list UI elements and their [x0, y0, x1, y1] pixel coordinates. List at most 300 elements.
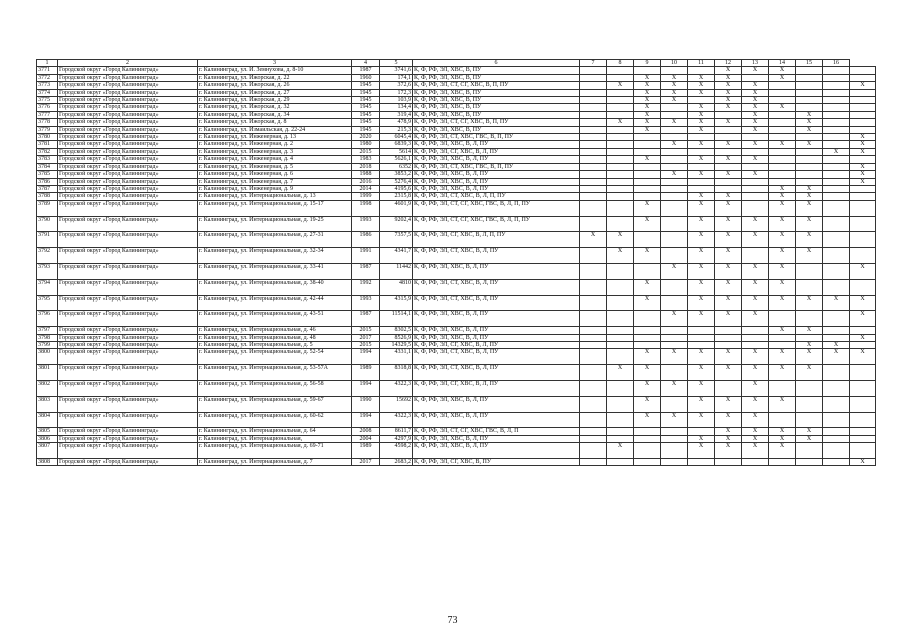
row-number-cell: 3807	[37, 443, 58, 459]
mark-cell	[580, 349, 607, 365]
table-row	[37, 163, 876, 170]
organization-cell: Городской округ «Город Калининград»	[58, 193, 198, 200]
mark-cell: X	[769, 141, 796, 148]
mark-cell	[769, 148, 796, 155]
mark-cell	[715, 327, 742, 334]
year-cell: 2017	[352, 334, 380, 341]
mark-cell	[769, 82, 796, 89]
mark-cell	[661, 435, 688, 442]
table-row	[37, 82, 876, 89]
mark-cell	[823, 74, 850, 81]
mark-cell	[634, 163, 661, 170]
address-cell: г. Калининград, ул. Ижорская, д. 32	[198, 104, 352, 111]
mark-cell	[634, 67, 661, 74]
mark-cell	[580, 396, 607, 412]
mark-cell: X	[742, 435, 769, 442]
column-number-header: 7	[580, 60, 607, 67]
mark-cell	[634, 232, 661, 248]
mark-cell	[769, 380, 796, 396]
mark-cell: X	[742, 349, 769, 365]
mark-cell	[715, 380, 742, 396]
mark-cell	[661, 458, 688, 465]
mark-cell	[607, 134, 634, 141]
mark-cell: X	[742, 67, 769, 74]
mark-cell: X	[715, 200, 742, 216]
mark-cell	[688, 327, 715, 334]
table-row	[37, 148, 876, 155]
column-number-header: 4	[352, 60, 380, 67]
mark-cell: X	[661, 412, 688, 428]
mark-cell: X	[688, 443, 715, 459]
table-row	[37, 279, 876, 295]
column-number-header: 2	[58, 60, 198, 67]
mark-cell: X	[850, 263, 876, 279]
mark-cell	[661, 295, 688, 311]
mark-cell: X	[850, 148, 876, 155]
mark-cell	[823, 396, 850, 412]
table-row	[37, 435, 876, 442]
services-cell: К, Ф, РФ, ЭЛ, ХВС, В, ПУ	[413, 67, 580, 74]
mark-cell	[742, 185, 769, 192]
mark-cell	[661, 67, 688, 74]
mark-cell: X	[688, 412, 715, 428]
mark-cell: X	[742, 263, 769, 279]
organization-cell: Городской округ «Город Калининград»	[58, 380, 198, 396]
mark-cell: X	[823, 148, 850, 155]
services-cell: К, Ф, РФ, ЭЛ, ХВС, В, ПУ	[413, 111, 580, 118]
services-cell: К, Ф, РФ, ЭЛ, СТ, СГ, ХВС, В, П, ПУ	[413, 82, 580, 89]
mark-cell	[661, 178, 688, 185]
services-cell: К, Ф, РФ, ЭЛ, ХВС, В, ПУ	[413, 126, 580, 133]
mark-cell: X	[742, 119, 769, 126]
mark-cell: X	[634, 279, 661, 295]
organization-cell: Городской округ «Город Калининград»	[58, 82, 198, 89]
mark-cell: X	[715, 82, 742, 89]
services-cell: К, Ф, РФ, ЭЛ, ХВС, В, ПУ	[413, 89, 580, 96]
area-cell: 4331,1	[380, 349, 413, 365]
mark-cell: X	[715, 396, 742, 412]
row-number-cell: 3780	[37, 134, 58, 141]
mark-cell: X	[742, 428, 769, 435]
table-row	[37, 443, 876, 459]
mark-cell: X	[715, 232, 742, 248]
mark-cell	[769, 163, 796, 170]
address-cell: г. Калининград, ул. Интернациональная, д. 69-71	[198, 443, 352, 459]
year-cell: 1960	[352, 74, 380, 81]
mark-cell	[607, 193, 634, 200]
table-row	[37, 141, 876, 148]
mark-cell: X	[742, 141, 769, 148]
mark-cell	[850, 119, 876, 126]
organization-cell: Городской округ «Город Калининград»	[58, 111, 198, 118]
mark-cell: X	[607, 443, 634, 459]
mark-cell	[742, 327, 769, 334]
mark-cell	[769, 334, 796, 341]
mark-cell	[661, 163, 688, 170]
mark-cell: X	[688, 365, 715, 381]
mark-cell	[823, 311, 850, 327]
table-row	[37, 89, 876, 96]
year-cell: 1989	[352, 443, 380, 459]
mark-cell	[823, 263, 850, 279]
mark-cell	[661, 341, 688, 348]
mark-cell	[796, 104, 823, 111]
area-cell: 4341,7	[380, 248, 413, 264]
mark-cell	[742, 134, 769, 141]
row-number-cell: 3773	[37, 82, 58, 89]
mark-cell: X	[715, 171, 742, 178]
mark-cell: X	[715, 74, 742, 81]
organization-cell: Городской округ «Город Калининград»	[58, 311, 198, 327]
services-cell: К, Ф, РФ, ЭЛ, ХВС, В, Л, ПУ	[413, 412, 580, 428]
mark-cell	[823, 178, 850, 185]
mark-cell	[634, 263, 661, 279]
mark-cell: X	[796, 216, 823, 232]
mark-cell: X	[634, 295, 661, 311]
mark-cell	[607, 156, 634, 163]
area-cell: 9202,4	[380, 216, 413, 232]
mark-cell: X	[715, 428, 742, 435]
table-row	[37, 193, 876, 200]
mark-cell	[607, 263, 634, 279]
mark-cell	[607, 279, 634, 295]
mark-cell: X	[634, 216, 661, 232]
mark-cell: X	[661, 349, 688, 365]
mark-cell: X	[688, 216, 715, 232]
mark-cell	[607, 412, 634, 428]
mark-cell	[580, 435, 607, 442]
mark-cell: X	[796, 341, 823, 348]
mark-cell	[823, 334, 850, 341]
mark-cell: X	[796, 200, 823, 216]
address-cell: г. Калининград, ул. Инженерная, д. 9	[198, 185, 352, 192]
mark-cell	[742, 163, 769, 170]
mark-cell: X	[715, 435, 742, 442]
mark-cell: X	[742, 365, 769, 381]
mark-cell	[715, 334, 742, 341]
area-cell: 7357,5	[380, 232, 413, 248]
row-number-cell: 3800	[37, 349, 58, 365]
mark-cell: X	[742, 396, 769, 412]
organization-cell: Городской округ «Город Калининград»	[58, 141, 198, 148]
mark-cell: X	[850, 295, 876, 311]
mark-cell: X	[769, 279, 796, 295]
organization-cell: Городской округ «Город Калининград»	[58, 216, 198, 232]
organization-cell: Городской округ «Город Калининград»	[58, 435, 198, 442]
mark-cell: X	[580, 232, 607, 248]
mark-cell: X	[688, 126, 715, 133]
mark-cell	[796, 74, 823, 81]
mark-cell	[823, 327, 850, 334]
mark-cell	[661, 126, 688, 133]
address-cell: г. Калининград, ул. Интернациональная, д. 5	[198, 341, 352, 348]
mark-cell: X	[715, 263, 742, 279]
mark-cell: X	[823, 295, 850, 311]
address-cell: г. Калининград, ул. Инженерная, д. 3	[198, 148, 352, 155]
mark-cell	[580, 263, 607, 279]
organization-cell: Городской округ «Город Калининград»	[58, 156, 198, 163]
row-number-cell: 3778	[37, 119, 58, 126]
year-cell: 2018	[352, 163, 380, 170]
organization-cell: Городской округ «Город Калининград»	[58, 200, 198, 216]
mark-cell	[688, 458, 715, 465]
mark-cell	[823, 200, 850, 216]
area-cell: 3853,2	[380, 171, 413, 178]
mark-cell	[823, 89, 850, 96]
address-cell: г. Калининград, ул. Интернациональная, д. 42-44	[198, 295, 352, 311]
mark-cell: X	[742, 295, 769, 311]
mark-cell	[661, 193, 688, 200]
address-cell: г. Калининград, ул. Интернациональная, д. 15-17	[198, 200, 352, 216]
organization-cell: Городской округ «Город Калининград»	[58, 104, 198, 111]
address-cell: г. Калининград, ул. Измаильская, д. 22-24	[198, 126, 352, 133]
area-cell: 4195,6	[380, 185, 413, 192]
mark-cell	[661, 104, 688, 111]
services-cell: К, Ф, РФ, ЭЛ, ХВС, В, Л, ПУ	[413, 171, 580, 178]
mark-cell: X	[769, 216, 796, 232]
services-cell: К, Ф, РФ, ЭЛ, ХВС, В, Л, ПУ	[413, 435, 580, 442]
mark-cell: X	[634, 156, 661, 163]
mark-cell	[850, 365, 876, 381]
mark-cell	[580, 104, 607, 111]
mark-cell	[580, 148, 607, 155]
table-row	[37, 412, 876, 428]
mark-cell	[796, 279, 823, 295]
mark-cell	[607, 458, 634, 465]
address-cell: г. Калининград, ул. Интернациональная, д. 32-34	[198, 248, 352, 264]
mark-cell: X	[688, 200, 715, 216]
table-row	[37, 380, 876, 396]
year-cell: 1987	[352, 67, 380, 74]
mark-cell	[580, 443, 607, 459]
mark-cell: X	[769, 428, 796, 435]
mark-cell	[580, 67, 607, 74]
mark-cell	[715, 111, 742, 118]
mark-cell	[688, 428, 715, 435]
mark-cell	[661, 134, 688, 141]
area-cell: 4315,9	[380, 295, 413, 311]
row-number-cell: 3803	[37, 396, 58, 412]
mark-cell	[580, 97, 607, 104]
services-cell: К, Ф, РФ, ЭЛ, СТ, ХВС, В, Л, ПУ	[413, 295, 580, 311]
area-cell: 8318,8	[380, 365, 413, 381]
mark-cell	[715, 341, 742, 348]
table-row	[37, 67, 876, 74]
row-number-cell: 3804	[37, 412, 58, 428]
organization-cell: Городской округ «Город Калининград»	[58, 295, 198, 311]
mark-cell: X	[742, 443, 769, 459]
mark-cell	[661, 365, 688, 381]
year-cell: 1945	[352, 89, 380, 96]
mark-cell: X	[715, 89, 742, 96]
mark-cell: X	[688, 263, 715, 279]
column-number-header: 12	[715, 60, 742, 67]
mark-cell	[850, 380, 876, 396]
mark-cell	[580, 119, 607, 126]
column-number-header: 5	[380, 60, 413, 67]
year-cell: 1945	[352, 126, 380, 133]
address-cell: г. Калининград, ул. Интернациональная, д. 52-54	[198, 349, 352, 365]
services-cell: К, Ф, РФ, ЭЛ, ХВС, В, ПУ	[413, 97, 580, 104]
mark-cell	[580, 216, 607, 232]
mark-cell	[742, 248, 769, 264]
mark-cell: X	[769, 74, 796, 81]
organization-cell: Городской округ «Город Калининград»	[58, 263, 198, 279]
mark-cell: X	[850, 178, 876, 185]
mark-cell: X	[850, 334, 876, 341]
services-cell: К, Ф, РФ, ЭЛ, ХВС, В, Л, ПУ	[413, 141, 580, 148]
mark-cell	[607, 311, 634, 327]
mark-cell: X	[796, 141, 823, 148]
mark-cell	[796, 263, 823, 279]
mark-cell: X	[688, 295, 715, 311]
year-cell: 1994	[352, 349, 380, 365]
organization-cell: Городской округ «Город Калининград»	[58, 349, 198, 365]
mark-cell: X	[688, 119, 715, 126]
area-cell: 5276,4	[380, 178, 413, 185]
mark-cell	[634, 178, 661, 185]
row-number-cell: 3776	[37, 104, 58, 111]
table-row	[37, 311, 876, 327]
mark-cell	[607, 178, 634, 185]
services-cell: К, Ф, РФ, ЭЛ, СТ, ХВС, В, Л, ПУ	[413, 349, 580, 365]
mark-cell	[688, 148, 715, 155]
address-cell: г. Калининград, ул. Инженерная, д. 13	[198, 134, 352, 141]
mark-cell	[823, 458, 850, 465]
mark-cell	[850, 185, 876, 192]
mark-cell: X	[715, 141, 742, 148]
mark-cell	[823, 126, 850, 133]
table-row	[37, 97, 876, 104]
mark-cell: X	[796, 295, 823, 311]
mark-cell: X	[715, 365, 742, 381]
address-cell: г. Калининград, ул. Ижорская, д. 34	[198, 111, 352, 118]
mark-cell: X	[850, 82, 876, 89]
organization-cell: Городской округ «Город Калининград»	[58, 412, 198, 428]
mark-cell	[823, 171, 850, 178]
services-cell: К, Ф, РФ, ЭЛ, ХВС, В, Л, ПУ	[413, 263, 580, 279]
year-cell: 1986	[352, 232, 380, 248]
mark-cell	[661, 185, 688, 192]
mark-cell	[661, 216, 688, 232]
column-number-header: 13	[742, 60, 769, 67]
mark-cell	[823, 193, 850, 200]
mark-cell: X	[796, 185, 823, 192]
mark-cell	[796, 334, 823, 341]
mark-cell: X	[823, 349, 850, 365]
mark-cell: X	[688, 82, 715, 89]
mark-cell: X	[796, 193, 823, 200]
mark-cell	[580, 200, 607, 216]
area-cell: 4322,3	[380, 412, 413, 428]
mark-cell	[634, 141, 661, 148]
mark-cell	[823, 82, 850, 89]
address-cell: г. Калининград, ул. Интернациональная, д. 27-31	[198, 232, 352, 248]
area-cell: 11442	[380, 263, 413, 279]
table-row	[37, 327, 876, 334]
mark-cell: X	[607, 232, 634, 248]
mark-cell	[580, 365, 607, 381]
mark-cell	[580, 279, 607, 295]
mark-cell	[769, 311, 796, 327]
mark-cell	[850, 279, 876, 295]
table-row	[37, 104, 876, 111]
mark-cell	[607, 141, 634, 148]
year-cell: 1990	[352, 396, 380, 412]
mark-cell	[580, 412, 607, 428]
mark-cell: X	[769, 349, 796, 365]
year-cell: 1980	[352, 141, 380, 148]
services-cell: К, Ф, РФ, ЭЛ, СТ, ХВС, В, Л, ПУ	[413, 365, 580, 381]
services-cell: К, Ф, РФ, ЭЛ, ХВС, В, Л, ПУ	[413, 334, 580, 341]
mark-cell	[580, 428, 607, 435]
mark-cell: X	[769, 365, 796, 381]
mark-cell	[823, 141, 850, 148]
mark-cell	[823, 443, 850, 459]
mark-cell: X	[634, 412, 661, 428]
mark-cell	[850, 200, 876, 216]
mark-cell	[580, 248, 607, 264]
services-cell: К, Ф, РФ, ЭЛ, СГ, ХВС, В, Л, ПУ	[413, 148, 580, 155]
year-cell: 1998	[352, 200, 380, 216]
mark-cell	[850, 104, 876, 111]
mark-cell	[742, 178, 769, 185]
organization-cell: Городской округ «Город Калининград»	[58, 443, 198, 459]
mark-cell: X	[688, 248, 715, 264]
mark-cell: X	[634, 248, 661, 264]
table-row	[37, 185, 876, 192]
organization-cell: Городской округ «Город Калининград»	[58, 334, 198, 341]
organization-cell: Городской округ «Город Калининград»	[58, 341, 198, 348]
mark-cell	[634, 134, 661, 141]
mark-cell: X	[634, 104, 661, 111]
mark-cell	[850, 126, 876, 133]
mark-cell: X	[634, 349, 661, 365]
address-cell: г. Калининград, ул. И. Земнухова, д. 8-10	[198, 67, 352, 74]
services-cell: К, Ф, РФ, ЭЛ, ХВС, В, Л, ПУ	[413, 156, 580, 163]
mark-cell	[634, 341, 661, 348]
row-number-cell: 3792	[37, 248, 58, 264]
year-cell: 1945	[352, 111, 380, 118]
mark-cell: X	[688, 104, 715, 111]
mark-cell	[850, 111, 876, 118]
row-number-cell: 3785	[37, 171, 58, 178]
mark-cell	[580, 134, 607, 141]
table-row	[37, 134, 876, 141]
organization-cell: Городской округ «Город Калининград»	[58, 428, 198, 435]
column-number-header: 10	[661, 60, 688, 67]
mark-cell: X	[769, 104, 796, 111]
year-cell: 2016	[352, 178, 380, 185]
mark-cell	[823, 232, 850, 248]
mark-cell	[661, 443, 688, 459]
address-cell: г. Калининград, ул. Интернациональная, д. 43-51	[198, 311, 352, 327]
organization-cell: Городской округ «Город Калининград»	[58, 97, 198, 104]
table-row	[37, 74, 876, 81]
services-cell: К, Ф, РФ, ЭЛ, ХВС, В, Л, ПУ	[413, 178, 580, 185]
row-number-cell: 3806	[37, 435, 58, 442]
address-cell: г. Калининград, ул. Инженерная, д. 2	[198, 141, 352, 148]
column-number-header: 6	[413, 60, 580, 67]
mark-cell	[607, 216, 634, 232]
mark-cell: X	[742, 232, 769, 248]
mark-cell: X	[607, 365, 634, 381]
mark-cell: X	[634, 89, 661, 96]
year-cell: 1987	[352, 311, 380, 327]
mark-cell	[661, 148, 688, 155]
services-cell: К, Ф, РФ, ЭЛ, СТ, ХВС, ГВС, В, П, ПУ	[413, 134, 580, 141]
mark-cell: X	[661, 74, 688, 81]
